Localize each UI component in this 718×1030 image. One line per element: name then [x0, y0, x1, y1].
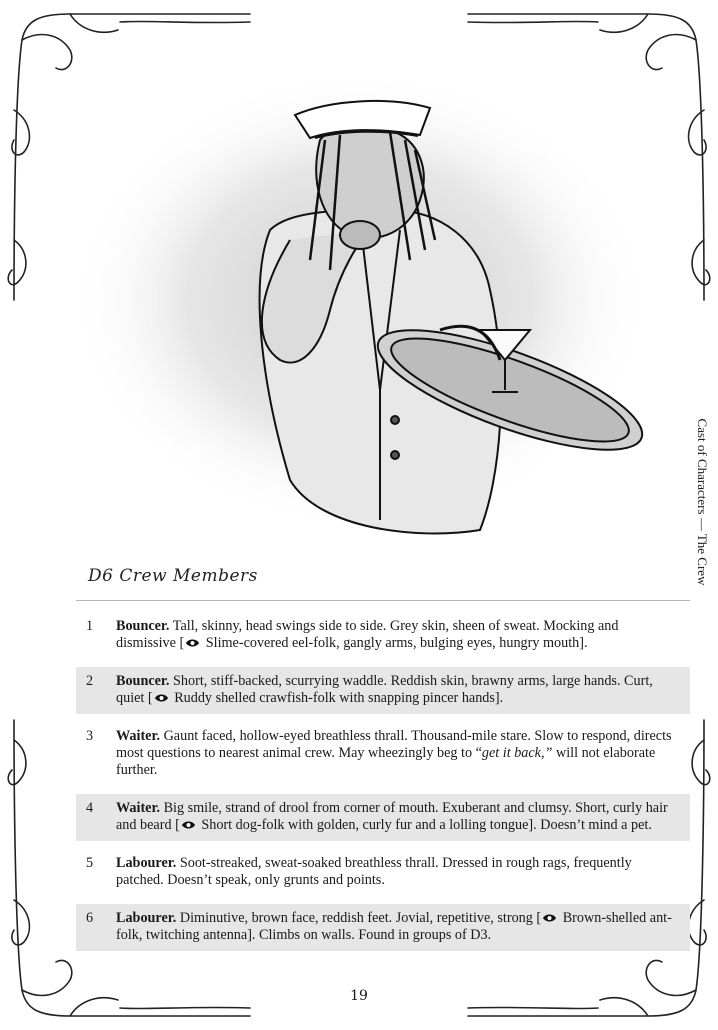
row-text: Soot-streaked, sweat-soaked breathless thrall. Dressed in rough rags, frequently patched. Doesn’t speak, only grunts and points.: [116, 855, 632, 888]
eye-icon: [185, 638, 200, 648]
role-label: Waiter.: [116, 800, 161, 816]
side-label-container: [682, 418, 718, 586]
role-label: Labourer.: [116, 910, 177, 926]
row-quote: get it back,”: [481, 745, 553, 761]
title-divider: [76, 600, 690, 601]
row-text: Tall, skinny, head swings side to side. Grey skin, sheen of sweat. Mocking and dismissive [: [116, 618, 619, 651]
row-reveal: Short dog-folk with golden, curly fur and a lolling tongue: [197, 817, 529, 833]
row-reveal: Ruddy shelled crawfish-folk with snapping pincer hands: [170, 690, 495, 706]
row-after: will not elaborate further.: [116, 745, 656, 778]
row-text: Diminutive, brown face, reddish feet. Jovial, repetitive, strong [: [176, 910, 542, 926]
row-description: [116, 673, 680, 707]
page-number: 19: [350, 988, 368, 1004]
chapter-side-label: Cast of Characters — The Crew: [695, 418, 710, 586]
row-description: [116, 728, 680, 779]
role-label: Waiter.: [116, 728, 161, 744]
row-number: 4: [86, 800, 94, 816]
table-row: [76, 904, 690, 951]
row-text: Gaunt faced, hollow-eyed breathless thrall. Thousand-mile stare. Slow to respond, directs most questions to nearest animal crew. May wheezingly beg to “: [116, 728, 672, 761]
row-after: ]. Doesn’t mind a pet.: [528, 817, 652, 833]
role-label: Bouncer.: [116, 673, 170, 689]
row-text: Short, stiff-backed, scurrying waddle. Reddish skin, brawny arms, large hands. Curt, quiet [: [116, 673, 653, 706]
row-text: Big smile, strand of drool from corner of mouth. Exuberant and clumsy. Short, curly hair and beard [: [116, 800, 668, 833]
row-after: ].: [579, 635, 588, 651]
row-after: ]. Climbs on walls. Found in groups of D3.: [247, 927, 492, 943]
table-row: [76, 849, 690, 896]
row-reveal: Slime-covered eel-folk, gangly arms, bulging eyes, hungry mouth: [202, 635, 580, 651]
crew-table: [76, 612, 690, 951]
row-reveal: Brown-shelled ant-folk, twitching antenna: [116, 910, 672, 943]
row-description: [116, 910, 680, 944]
row-number: 3: [86, 728, 94, 744]
row-description: [116, 618, 680, 652]
row-description: [116, 800, 680, 834]
section-title: D6 Crew Members: [88, 566, 258, 586]
eye-icon: [154, 693, 169, 703]
eye-icon: [181, 820, 196, 830]
row-description: [116, 855, 680, 889]
role-label: Labourer.: [116, 855, 177, 871]
row-after: ].: [494, 690, 504, 706]
role-label: Bouncer.: [116, 618, 170, 634]
row-number: 5: [86, 855, 94, 871]
table-row: [76, 667, 690, 714]
row-number: 6: [86, 910, 94, 926]
table-row: [76, 612, 690, 659]
table-row: [76, 794, 690, 841]
row-number: 1: [86, 618, 94, 634]
table-row: [76, 722, 690, 786]
waiter-crew-illustration: [60, 60, 660, 560]
eye-icon: [542, 913, 557, 923]
row-number: 2: [86, 673, 94, 689]
